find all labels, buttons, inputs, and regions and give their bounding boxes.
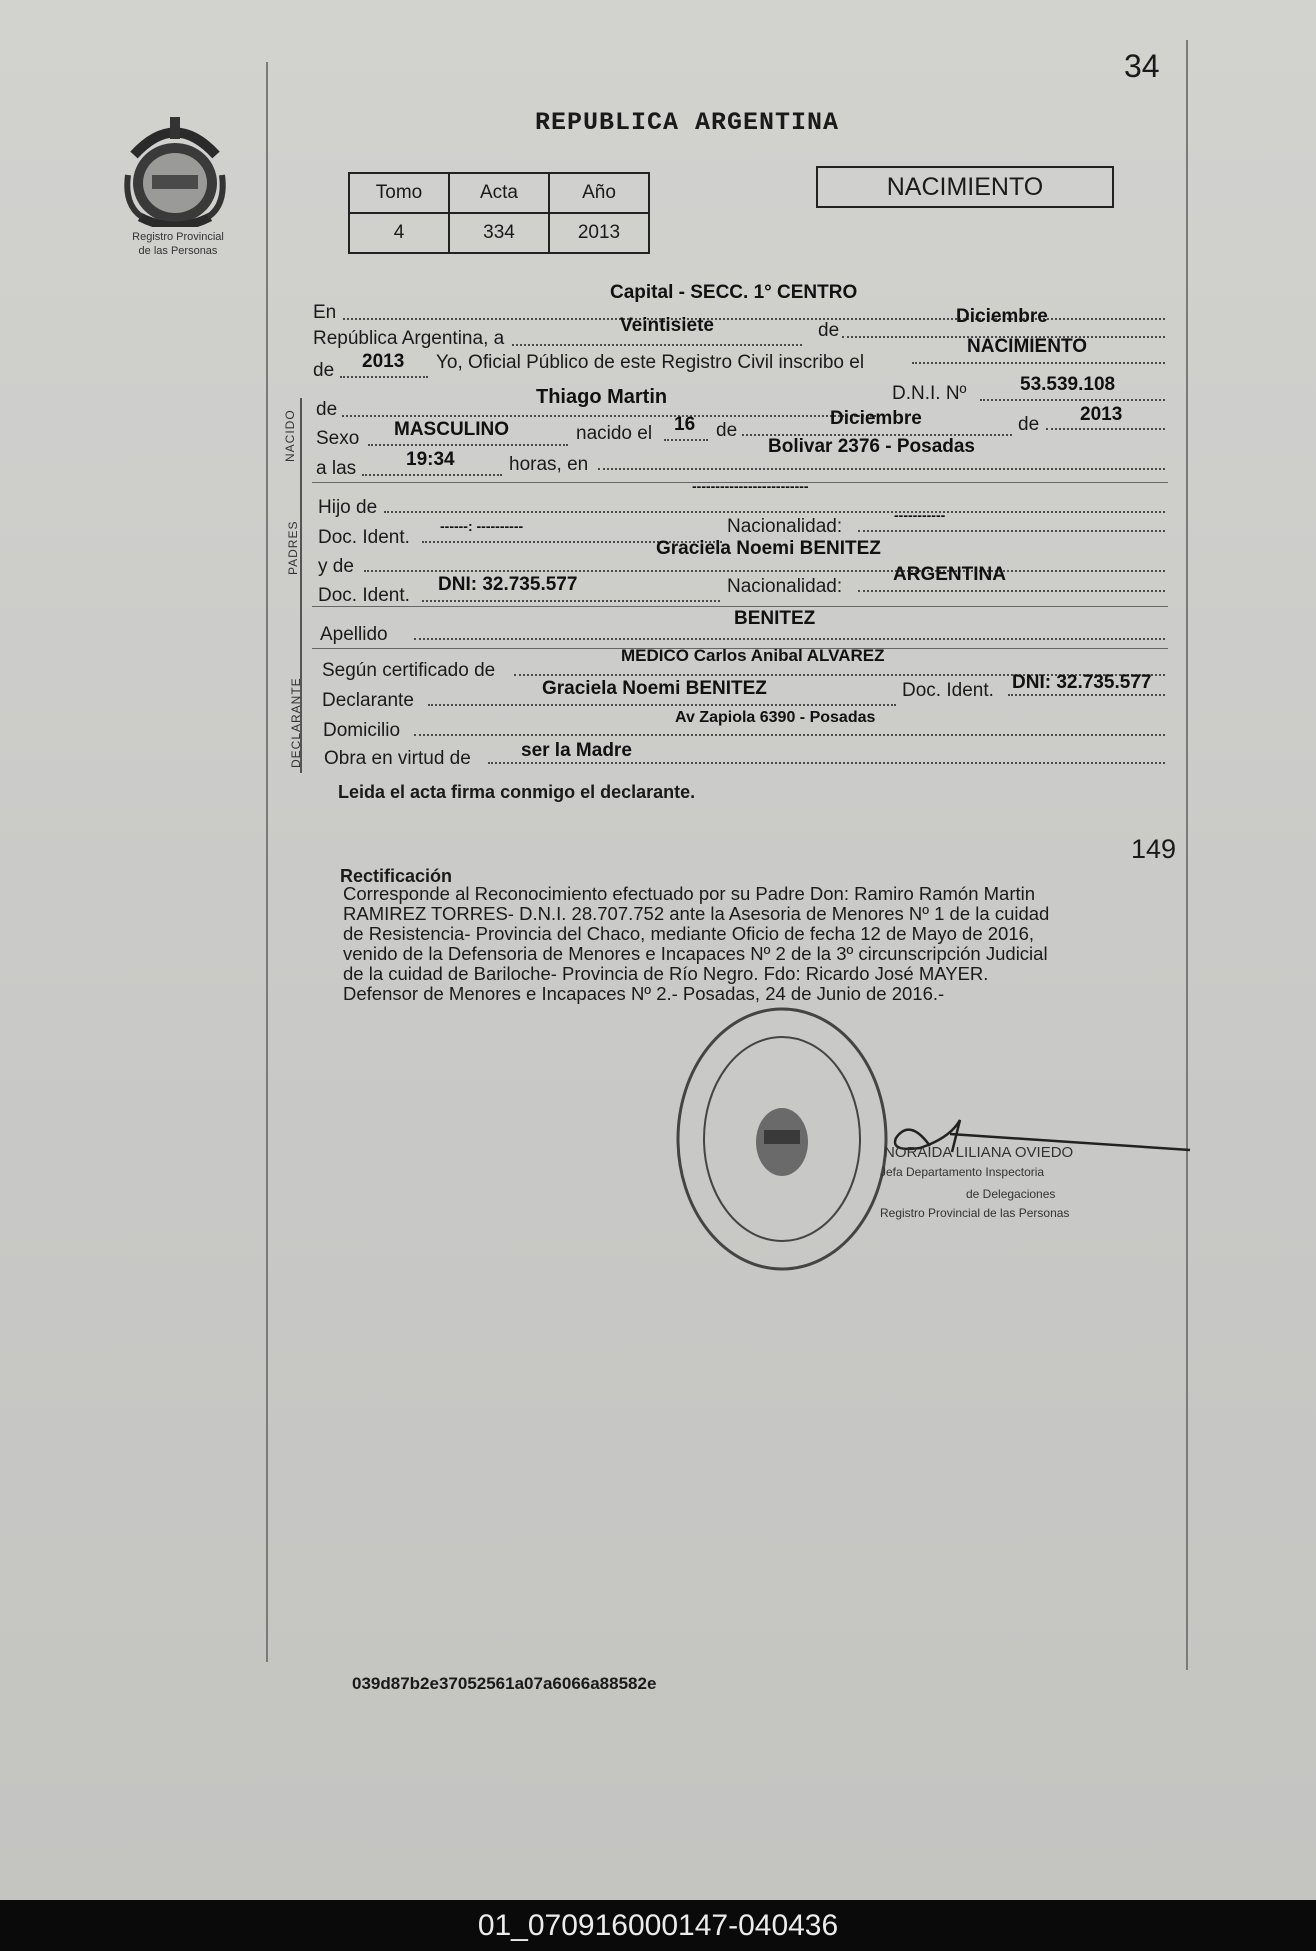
- value-apellido: BENITEZ: [734, 608, 816, 629]
- label-de: de: [818, 320, 840, 341]
- value-sexo: MASCULINO: [394, 419, 510, 440]
- label-de-year2: de: [1018, 414, 1040, 435]
- value-nac-mes: Diciembre: [830, 408, 922, 429]
- dots: [422, 600, 720, 602]
- label-declarante: Declarante: [322, 690, 414, 711]
- province-seal-icon: [120, 105, 230, 227]
- closing-statement: Leida el acta firma conmigo el declarante.: [338, 782, 696, 802]
- table-header-anio: Año: [549, 173, 649, 213]
- label-domicilio: Domicilio: [323, 720, 401, 741]
- label-republica: República Argentina, a: [313, 328, 505, 349]
- table-header-tomo: Tomo: [349, 173, 449, 213]
- dots: [384, 511, 1165, 513]
- dots: [980, 399, 1165, 401]
- official-stamp: [672, 1002, 892, 1276]
- label-yo: Yo, Oficial Público de este Registro Civil inscribo el: [436, 352, 865, 373]
- table-header-acta: Acta: [449, 173, 549, 213]
- table-value-tomo: 4: [349, 213, 449, 253]
- label-obra: Obra en virtud de: [324, 748, 471, 769]
- dots: [488, 762, 1165, 764]
- value-madre: Graciela Noemi BENITEZ: [656, 538, 881, 559]
- rectificacion-line: Corresponde al Reconocimiento efectuado por su Padre Don: Ramiro Ramón Martin: [343, 883, 1036, 904]
- value-madre-nac: ARGENTINA: [893, 564, 1006, 585]
- value-domicilio: Av Zapiola 6390 - Posadas: [675, 709, 876, 726]
- rectificacion-text: [343, 884, 1163, 1004]
- label-doc-ident: Doc. Ident.: [318, 527, 410, 548]
- value-inscribe: NACIMIENTO: [967, 336, 1087, 357]
- value-padre: -------------------------: [692, 478, 809, 494]
- country-title: REPUBLICA ARGENTINA: [535, 108, 840, 137]
- value-obra: ser la Madre: [521, 740, 632, 761]
- label-doc-ident3: Doc. Ident.: [902, 680, 994, 701]
- dots: [858, 530, 1165, 532]
- label-y-de: y de: [318, 556, 354, 577]
- dots: [428, 704, 896, 706]
- label-en: En: [313, 302, 337, 323]
- value-mes: Diciembre: [956, 306, 1048, 327]
- label-nacionalidad: Nacionalidad:: [727, 516, 843, 537]
- left-margin-line: [266, 62, 268, 1662]
- page-number: 34: [1124, 48, 1160, 84]
- value-madre-doc: DNI: 32.735.577: [438, 574, 578, 595]
- side-label-declarante: DECLARANTE: [289, 677, 303, 768]
- rectificacion-line: venido de la Defensoria de Menores e Incapaces Nº 2 de la 3º circunscripción Judicial: [343, 943, 1048, 964]
- signatory-dept: de Delegaciones: [966, 1187, 1056, 1201]
- dots: [368, 444, 568, 446]
- value-nombre: Thiago Martin: [536, 386, 668, 408]
- table-value-acta: 334: [449, 213, 549, 253]
- label-nacido-el: nacido el: [576, 423, 653, 444]
- dots: [512, 344, 802, 346]
- dots: [364, 570, 1165, 572]
- dots: [912, 362, 1165, 364]
- footer-id: 01_070916000147-040436: [477, 1909, 839, 1942]
- table-value-anio: 2013: [549, 213, 649, 253]
- official-stamp-icon: [672, 1002, 892, 1276]
- dots: [362, 474, 502, 476]
- label-sexo: Sexo: [316, 428, 360, 449]
- dots: [1046, 428, 1165, 430]
- label-doc-ident2: Doc. Ident.: [318, 585, 410, 606]
- signatory-name: NORAIDA LILIANA OVIEDO: [884, 1144, 1074, 1161]
- value-lugar: Capital - SECC. 1° CENTRO: [610, 282, 858, 303]
- value-padre-doc: ------: ----------: [440, 518, 524, 534]
- value-anio: 2013: [362, 351, 405, 372]
- registry-table: [348, 172, 650, 254]
- value-padre-nac: -----------: [894, 507, 946, 523]
- value-lugar-nac: Bolivar 2376 - Posadas: [768, 436, 975, 457]
- province-logo: [120, 105, 230, 227]
- value-certificado: MEDICO Carlos Anibal ALVAREZ: [621, 646, 885, 665]
- dots: [340, 376, 428, 378]
- value-dni: 53.539.108: [1020, 374, 1116, 395]
- section-divider: [312, 606, 1168, 607]
- label-de-month: de: [716, 420, 738, 441]
- logo-caption-2: de las Personas: [138, 245, 218, 257]
- value-hora: 19:34: [406, 449, 455, 470]
- dots: [414, 638, 1165, 640]
- value-declarante: Graciela Noemi BENITEZ: [542, 678, 767, 699]
- document-hash: 039d87b2e37052561a07a6066a88582e: [352, 1674, 657, 1693]
- rectificacion-line: Defensor de Menores e Incapaces Nº 2.- Posadas, 24 de Junio de 2016.-: [343, 983, 945, 1004]
- value-nac-dia: 16: [674, 414, 696, 435]
- label-horas-en: horas, en: [509, 454, 589, 475]
- dots: [1008, 694, 1165, 696]
- side-label-nacido: NACIDO: [283, 409, 297, 462]
- label-de-year: de: [313, 360, 335, 381]
- dots: [858, 590, 1165, 592]
- label-apellido: Apellido: [320, 624, 388, 645]
- value-declarante-doc: DNI: 32.735.577: [1012, 672, 1152, 693]
- value-nac-anio: 2013: [1080, 404, 1123, 425]
- signatory-title: Jefa Departamento Inspectoria: [880, 1165, 1045, 1179]
- label-dni: D.N.I. Nº: [892, 383, 967, 404]
- dots: [598, 468, 1165, 470]
- rectificacion-line: de la cuidad de Bariloche- Provincia de Río Negro. Fdo: Ricardo José MAYER.: [343, 963, 989, 984]
- label-nacionalidad2: Nacionalidad:: [727, 576, 843, 597]
- dots: [664, 439, 708, 441]
- label-hijo-de: Hijo de: [318, 497, 378, 518]
- label-a-las: a las: [316, 458, 357, 479]
- label-de-name: de: [316, 399, 338, 420]
- rectificacion-number: 149: [1131, 834, 1177, 864]
- value-dia: Veintisiete: [620, 315, 714, 336]
- label-segun: Según certificado de: [322, 660, 496, 681]
- dots: [414, 734, 1165, 736]
- doc-type-box: NACIMIENTO: [816, 166, 1114, 208]
- rectificacion-line: RAMIREZ TORRES- D.N.I. 28.707.752 ante la Asesoria de Menores Nº 1 de la cuidad: [343, 903, 1050, 924]
- rectificacion-title: Rectificación: [340, 866, 453, 886]
- rectificacion-line: de Resistencia- Provincia del Chaco, mediante Oficio de fecha 12 de Mayo de 2016,: [343, 923, 1035, 944]
- signatory-office: Registro Provincial de las Personas: [880, 1206, 1070, 1220]
- right-margin-line: [1186, 40, 1188, 1670]
- dots: [342, 415, 880, 417]
- side-label-padres: PADRES: [286, 520, 300, 575]
- logo-caption-1: Registro Provincial: [132, 231, 224, 243]
